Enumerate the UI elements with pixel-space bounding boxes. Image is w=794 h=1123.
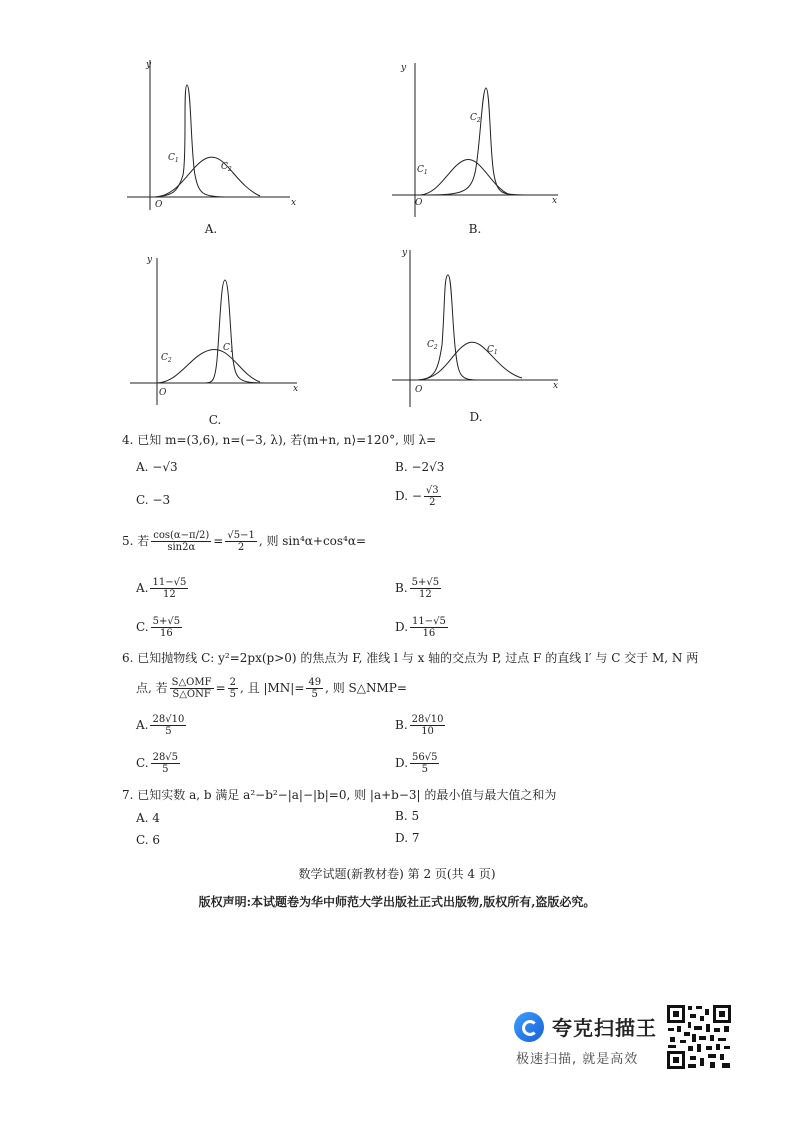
curve-label-left: $C_1$ [417,165,428,176]
scanner-brand-name: 夸克扫描王 [552,1016,657,1040]
q7-option-b: B. 5 [395,809,420,823]
q5-option-b: B. $\frac{5+√5}{12}$ [395,577,440,600]
q5-option-d: D. $\frac{11-√5}{16}$ [395,616,446,639]
graph-letter: B. [468,222,482,236]
question-7-stem: 7. 已知实数 a, b 满足 a²−b²−|a|−|b|=0, 则 |a+b−3| 的最小值与最大值之和为 [122,788,557,802]
q7-option-c: C. 6 [136,833,161,847]
origin-label: O [415,198,423,208]
copyright-notice: 版权声明:本试题卷为华中师范大学出版社正式出版物,版权所有,盗版必究。 [198,895,596,909]
q6-option-c: C. $\frac{28√5}{5}$ [136,752,179,775]
scanner-slogan: 极速扫描, 就是高效 [516,1052,639,1067]
q6-option-d: D. $\frac{56√5}{5}$ [395,752,438,775]
graph-letter: D. [469,410,483,424]
q6-option-a: A. $\frac{28√10}{5}$ [136,714,185,737]
curve-label-right: $C_1$ [223,343,234,354]
curve-label-right: $C_1$ [487,345,498,356]
x-axis-label: x [291,198,297,208]
qr-code-icon [666,1004,732,1070]
scanner-brand [514,1004,674,1070]
graph-option-a [125,55,310,240]
question-4-stem: 4. 已知 m=(3,6), n=(−3, λ), 若⟨m+n, n⟩=120°, 则 λ= [122,433,437,447]
graph-letter: C. [208,413,222,427]
origin-label: O [415,385,423,395]
y-axis-label: y [401,63,407,73]
graph-option-c [125,250,310,435]
q7-option-a: A. 4 [136,811,160,825]
curve-label-left: $C_1$ [168,153,179,164]
question-5-stem: 5. 若 $\frac{\cos(\alpha-\pi/2)}{\sin 2\alpha}$ = $\frac{√5-1}{2}$ , 则 sin⁴α+cos⁴α= [122,530,367,553]
scanner-logo-icon [514,1012,544,1042]
q4-option-a: A. −√3 [136,460,178,474]
question-6-line-2: 点, 若 $\frac{\text{S△OMF}}{\text{S△ONF}}$ = $\frac{2}{5}$ , 且 |MN|= $\frac{49}{5}$ , 则 S△NMP= [136,677,407,700]
q5-option-a: A. $\frac{11-√5}{12}$ [136,577,187,600]
q4-option-d: D. − $\frac{√3}{2}$ [395,485,439,508]
graph-option-b [390,55,575,240]
curve-label-right: $C_2$ [470,113,481,124]
curve-label-left: $C_2$ [427,340,438,351]
graph-option-d [390,245,575,430]
q4-option-c: C. −3 [136,493,171,507]
page-footer: 数学试题(新教材卷) 第 2 页(共 4 页) [298,867,496,881]
q5-option-c: C. $\frac{5+√5}{16}$ [136,616,181,639]
y-axis-label: y [147,255,153,265]
curve-label-right: $C_2$ [221,162,232,173]
y-axis-label: y [146,60,152,70]
q4-option-b: B. −2√3 [395,460,445,474]
q7-option-d: D. 7 [395,831,420,845]
x-axis-label: x [553,381,559,391]
x-axis-label: x [293,384,299,394]
graph-letter: A. [204,222,218,236]
x-axis-label: x [552,196,558,206]
question-6-line-1: 6. 已知抛物线 C: y²=2px(p>0) 的焦点为 F, 准线 l 与 x 轴的交点为 P, 过点 F 的直线 l′ 与 C 交于 M, N 两 [122,651,699,665]
q6-option-b: B. $\frac{28√10}{10}$ [395,714,444,737]
origin-label: O [159,388,167,398]
curve-label-left: $C_2$ [161,353,172,364]
origin-label: O [155,200,163,210]
y-axis-label: y [402,248,408,258]
